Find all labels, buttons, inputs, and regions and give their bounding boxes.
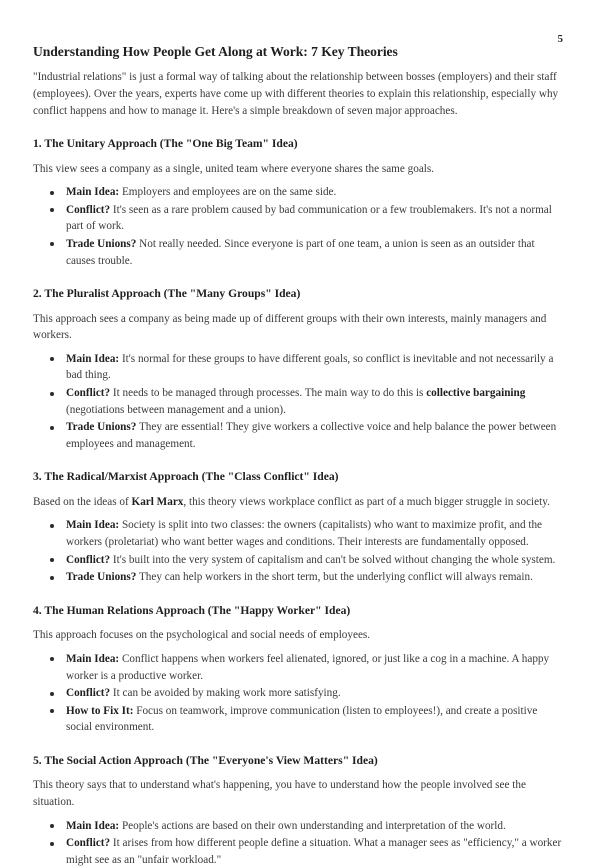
bullet-list xyxy=(33,651,565,736)
section-intro-paragraph: This approach focuses on the psychological and social needs of employees. xyxy=(33,629,371,642)
bullet-text-before-emphasis: It needs to be managed through processes. The main way to do this is xyxy=(110,387,427,399)
bullet-text: They are essential! They give workers a collective voice and help balance the power between employees and management. xyxy=(66,421,557,450)
list-item xyxy=(33,651,565,684)
list-item xyxy=(33,552,565,569)
section xyxy=(33,470,565,585)
section-heading: 1. The Unitary Approach (The "One Big Team" Idea) xyxy=(33,137,298,151)
section-intro-paragraph: This view sees a company as a single, united team where everyone shares the same goals. xyxy=(33,162,435,175)
list-item xyxy=(33,351,565,384)
bullet-list xyxy=(33,517,565,585)
bullet-list xyxy=(33,184,565,269)
bullet-text: Society is split into two classes: the owners (capitalists) who want to maximize profit, and the workers (proletariat) who want better wages and conditions. Their interests are fundamentally opposed. xyxy=(66,519,543,549)
intro-emphasis: Karl Marx xyxy=(131,495,184,508)
bullet-text: Focus on teamwork, improve communication (listen to employees!), and create a positive social environment. xyxy=(66,704,538,734)
bullet-label: Trade Unions? xyxy=(66,571,137,584)
sections-container xyxy=(33,137,565,868)
bullet-label: Main Idea: xyxy=(66,186,120,199)
list-item xyxy=(33,685,565,702)
list-item xyxy=(33,569,565,586)
bullet-text: It arises from how different people define a situation. What a manager sees as "efficiency," a worker might see as an "unfair workload." xyxy=(66,837,562,866)
bullet-label: How to Fix It: xyxy=(66,704,134,717)
bullet-text: Conflict happens when workers feel alienated, ignored, or just like a cog in a machine. A happy worker is a productive worker. xyxy=(66,652,550,682)
bullet-label: Main Idea: xyxy=(66,352,120,365)
section xyxy=(33,604,565,736)
list-item xyxy=(33,419,565,452)
bullet-label: Trade Unions? xyxy=(66,421,137,434)
list-item xyxy=(33,202,565,235)
bullet-label: Main Idea: xyxy=(66,819,120,832)
bullet-label: Main Idea: xyxy=(66,652,120,665)
bullet-label: Conflict? xyxy=(66,203,111,216)
list-item xyxy=(33,517,565,550)
page-title: Understanding How People Get Along at Work: 7 Key Theories xyxy=(33,44,398,59)
document-intro-paragraph: "Industrial relations" is just a formal way of talking about the relationship between bosses (employers) and their staff (employees). Over the years, experts have come up with different theories to explain this relationship, especially why conflict happens and how to manage it. Here's a simple breakdown of seven major approaches. xyxy=(33,71,559,117)
intro-text-after-emphasis: , this theory views workplace conflict as part of a much bigger struggle in society. xyxy=(183,495,550,508)
list-item xyxy=(33,385,565,418)
list-item xyxy=(33,703,565,736)
list-item xyxy=(33,835,565,868)
bullet-text: It can be avoided by making work more satisfying. xyxy=(110,687,341,700)
section-intro-paragraph: This approach sees a company as being made up of different groups with their own interests, mainly managers and workers. xyxy=(33,312,547,342)
bullet-text: They can help workers in the short term, but the underlying conflict will always remain. xyxy=(136,571,533,584)
section-heading: 5. The Social Action Approach (The "Everyone's View Matters" Idea) xyxy=(33,753,378,767)
bullet-label: Main Idea: xyxy=(66,519,120,532)
bullet-text: Not really needed. Since everyone is part of one team, a union is seen as an outsider that causes trouble. xyxy=(66,237,535,267)
section xyxy=(33,137,565,269)
bullet-text: (negotiations between management and a union). xyxy=(66,403,286,416)
bullet-label: Conflict? xyxy=(66,837,111,850)
bullet-text: Employers and employees are on the same side. xyxy=(119,186,337,199)
bullet-emphasis: collective bargaining xyxy=(426,387,526,399)
bullet-text: It's normal for these groups to have different goals, so conflict is inevitable and not necessarily a bad thing. xyxy=(66,352,554,382)
section-intro-paragraph: This theory says that to understand what's happening, you have to understand how the people involved see the situation. xyxy=(33,779,526,808)
bullet-label: Trade Unions? xyxy=(66,237,137,250)
list-item xyxy=(33,184,565,201)
section-intro-paragraph xyxy=(33,494,565,511)
list-item xyxy=(33,818,565,835)
section-heading: 4. The Human Relations Approach (The "Happy Worker" Idea) xyxy=(33,603,351,617)
section xyxy=(33,287,565,452)
intro-text-before-emphasis: Based on the ideas of xyxy=(33,495,132,508)
section-heading: 3. The Radical/Marxist Approach (The "Class Conflict" Idea) xyxy=(33,470,339,484)
bullet-list xyxy=(33,818,565,868)
bullet-text: It's seen as a rare problem caused by bad communication or a few troublemakers. It's not a normal part of work. xyxy=(66,203,552,233)
bullet-label: Conflict? xyxy=(66,387,111,399)
bullet-text: It's built into the very system of capitalism and can't be solved without changing the whole system. xyxy=(110,553,556,566)
bullet-label: Conflict? xyxy=(66,553,111,566)
bullet-text: People's actions are based on their own understanding and interpretation of the world. xyxy=(119,819,506,832)
list-item xyxy=(33,236,565,269)
section xyxy=(33,754,565,868)
page-number: 5 xyxy=(557,33,563,45)
bullet-label: Conflict? xyxy=(66,687,111,700)
section-heading: 2. The Pluralist Approach (The "Many Groups" Idea) xyxy=(33,287,301,301)
bullet-list xyxy=(33,351,565,453)
